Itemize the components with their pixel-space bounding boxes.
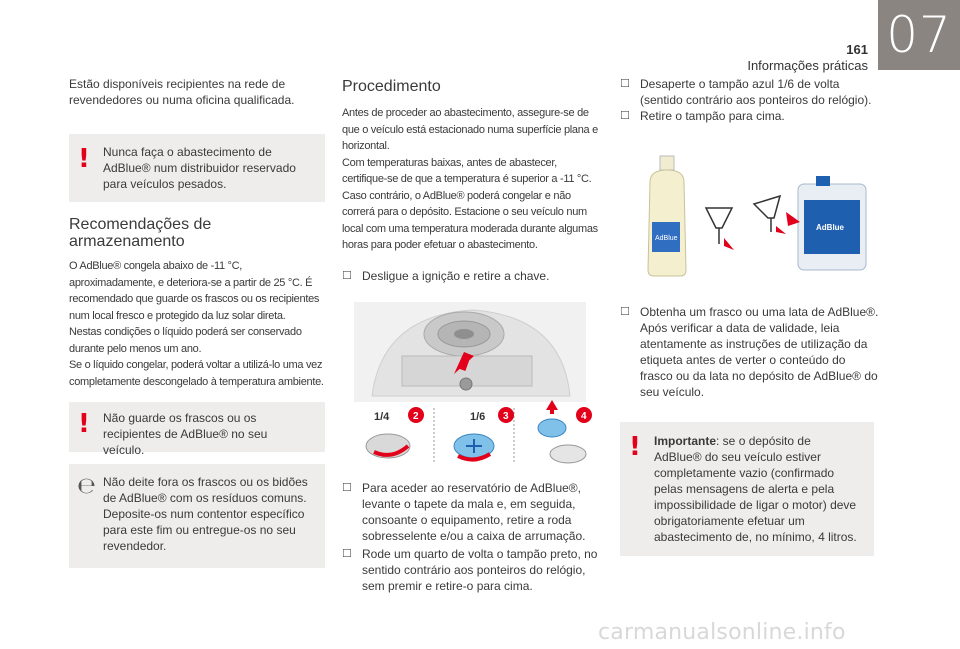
warning-note-heavy-vehicles	[69, 134, 325, 202]
trunk-illustration	[354, 302, 586, 402]
chapter-title: Informações práticas	[747, 58, 868, 73]
illustration-adblue-containers	[620, 152, 880, 292]
funnel-icon	[754, 196, 786, 234]
step-obtain-bottle: ☐ Obtenha um frasco ou uma lata de AdBlue®. Após verificar a data de validade, leia atentamente as instruções de utilização da etiqueta antes de verter o conteúdo do frasco ou da lata no depósito de AdBlue® do seu veículo.	[620, 305, 879, 399]
column-right	[620, 76, 880, 556]
warning-text: Nunca faça o abastecimento de AdBlue® num distribuidor reservado para veículos pesados.	[103, 145, 296, 191]
no-funnel-icon	[706, 208, 734, 250]
checkbox-icon: ☐	[342, 480, 352, 494]
warning-note-storage	[69, 402, 325, 457]
section-title-procedure: Procedimento	[342, 78, 441, 95]
procedure-text: Com temperaturas baixas, antes de abastecer, certifique-se de que a temperatura é superior a -11 °C. Caso contrário, o AdBlue® poderá congelar e não correrá para o depósito. Estacione o seu veículo num local com uma temperatura moderada durante algumas horas para poder efetuar o abastecimento.	[342, 156, 598, 251]
storage-text: O AdBlue® congela abaixo de -11 °C, aproximadamente, e deteriora-se a partir de 25 °C. É recomendado que guarde os frascos ou os recipientes num local fresco e protegido da luz solar direta.	[69, 260, 320, 322]
recycle-icon: ℮	[77, 474, 96, 499]
checkbox-icon: ☐	[620, 109, 630, 122]
illustration-adblue-tank	[342, 296, 598, 466]
badge-number: 2	[413, 410, 419, 422]
canister-label: AdBlue	[816, 223, 844, 232]
eco-text: Não deite fora os frascos ou os bidões de AdBlue® com os resíduos comuns. Deposite-os num contentor específico para este fim ou entregue-os no seu revendedor.	[103, 475, 308, 553]
bottle-label: AdBlue	[655, 235, 678, 242]
badge-number: 4	[581, 410, 587, 422]
eco-note	[69, 464, 325, 568]
step-remove-cap: ☐ Retire o tampão para cima.	[620, 109, 785, 123]
important-label: Importante	[654, 434, 717, 448]
step-ignition: ☐ Desligue a ignição e retire a chave.	[342, 268, 550, 283]
storage-text: Se o líquido congelar, poderá voltar a utilizá-lo uma vez completamente descongelado à temperatura ambiente.	[69, 359, 324, 388]
column-middle	[342, 76, 598, 594]
step-black-cap: ☐ Rode um quarto de volta o tampão preto, no sentido contrário aos ponteiros do relógio, sem premir e retire-o para cima.	[342, 546, 598, 593]
procedure-text: Antes de proceder ao abastecimento, assegure-se de que o veículo está estacionado numa superfície plana e horizontal.	[342, 107, 598, 152]
checkbox-icon: ☐	[620, 77, 630, 90]
adblue-canister	[786, 176, 866, 270]
warning-icon: !	[78, 409, 90, 439]
storage-text: Nestas condições o líquido poderá ser conservado durante pelo menos um ano.	[69, 326, 302, 355]
checkbox-icon: ☐	[342, 546, 352, 560]
warning-icon: !	[629, 432, 641, 462]
important-text: Importante: se o depósito de AdBlue® do seu veículo estiver completamente vazio (confirmado pelas mensagens de alerta e pela impossibilidade de ligar o motor) deve obrigatoriamente efetuar um abastecimento de, no mínimo, 4 litros.	[654, 434, 857, 544]
step-access-tank: ☐ Para aceder ao reservatório de AdBlue®, levante o tapete da mala e, em seguida, consoante o equipamento, retire a roda sobresselente e/ou a caixa de arrumação.	[342, 480, 586, 543]
intro-text: Estão disponíveis recipientes na rede de revendedores ou numa oficina qualificada.	[69, 77, 295, 107]
column-left	[69, 76, 325, 568]
label-sixth-turn: 1/6	[470, 410, 486, 423]
badge-number: 3	[503, 410, 509, 422]
watermark: carmanualsonline.info	[598, 620, 846, 645]
page-number: 161	[846, 42, 868, 57]
step-blue-cap: ☐ Desaperte o tampão azul 1/6 de volta (sentido contrário aos ponteiros do relógio).	[620, 77, 872, 107]
checkbox-icon: ☐	[342, 268, 352, 282]
important-note	[620, 422, 874, 556]
label-quarter-turn: 1/4	[374, 410, 390, 423]
warning-icon: !	[78, 144, 90, 174]
section-title-storage: Recomendações de armazenamento	[69, 216, 212, 250]
checkbox-icon: ☐	[620, 305, 630, 318]
adblue-bottle	[648, 156, 686, 276]
warning-text: Não guarde os frascos ou os recipientes de AdBlue® no seu veículo.	[103, 411, 268, 457]
blue-cap-removed	[538, 419, 566, 437]
chapter-tab: 07	[878, 0, 960, 70]
